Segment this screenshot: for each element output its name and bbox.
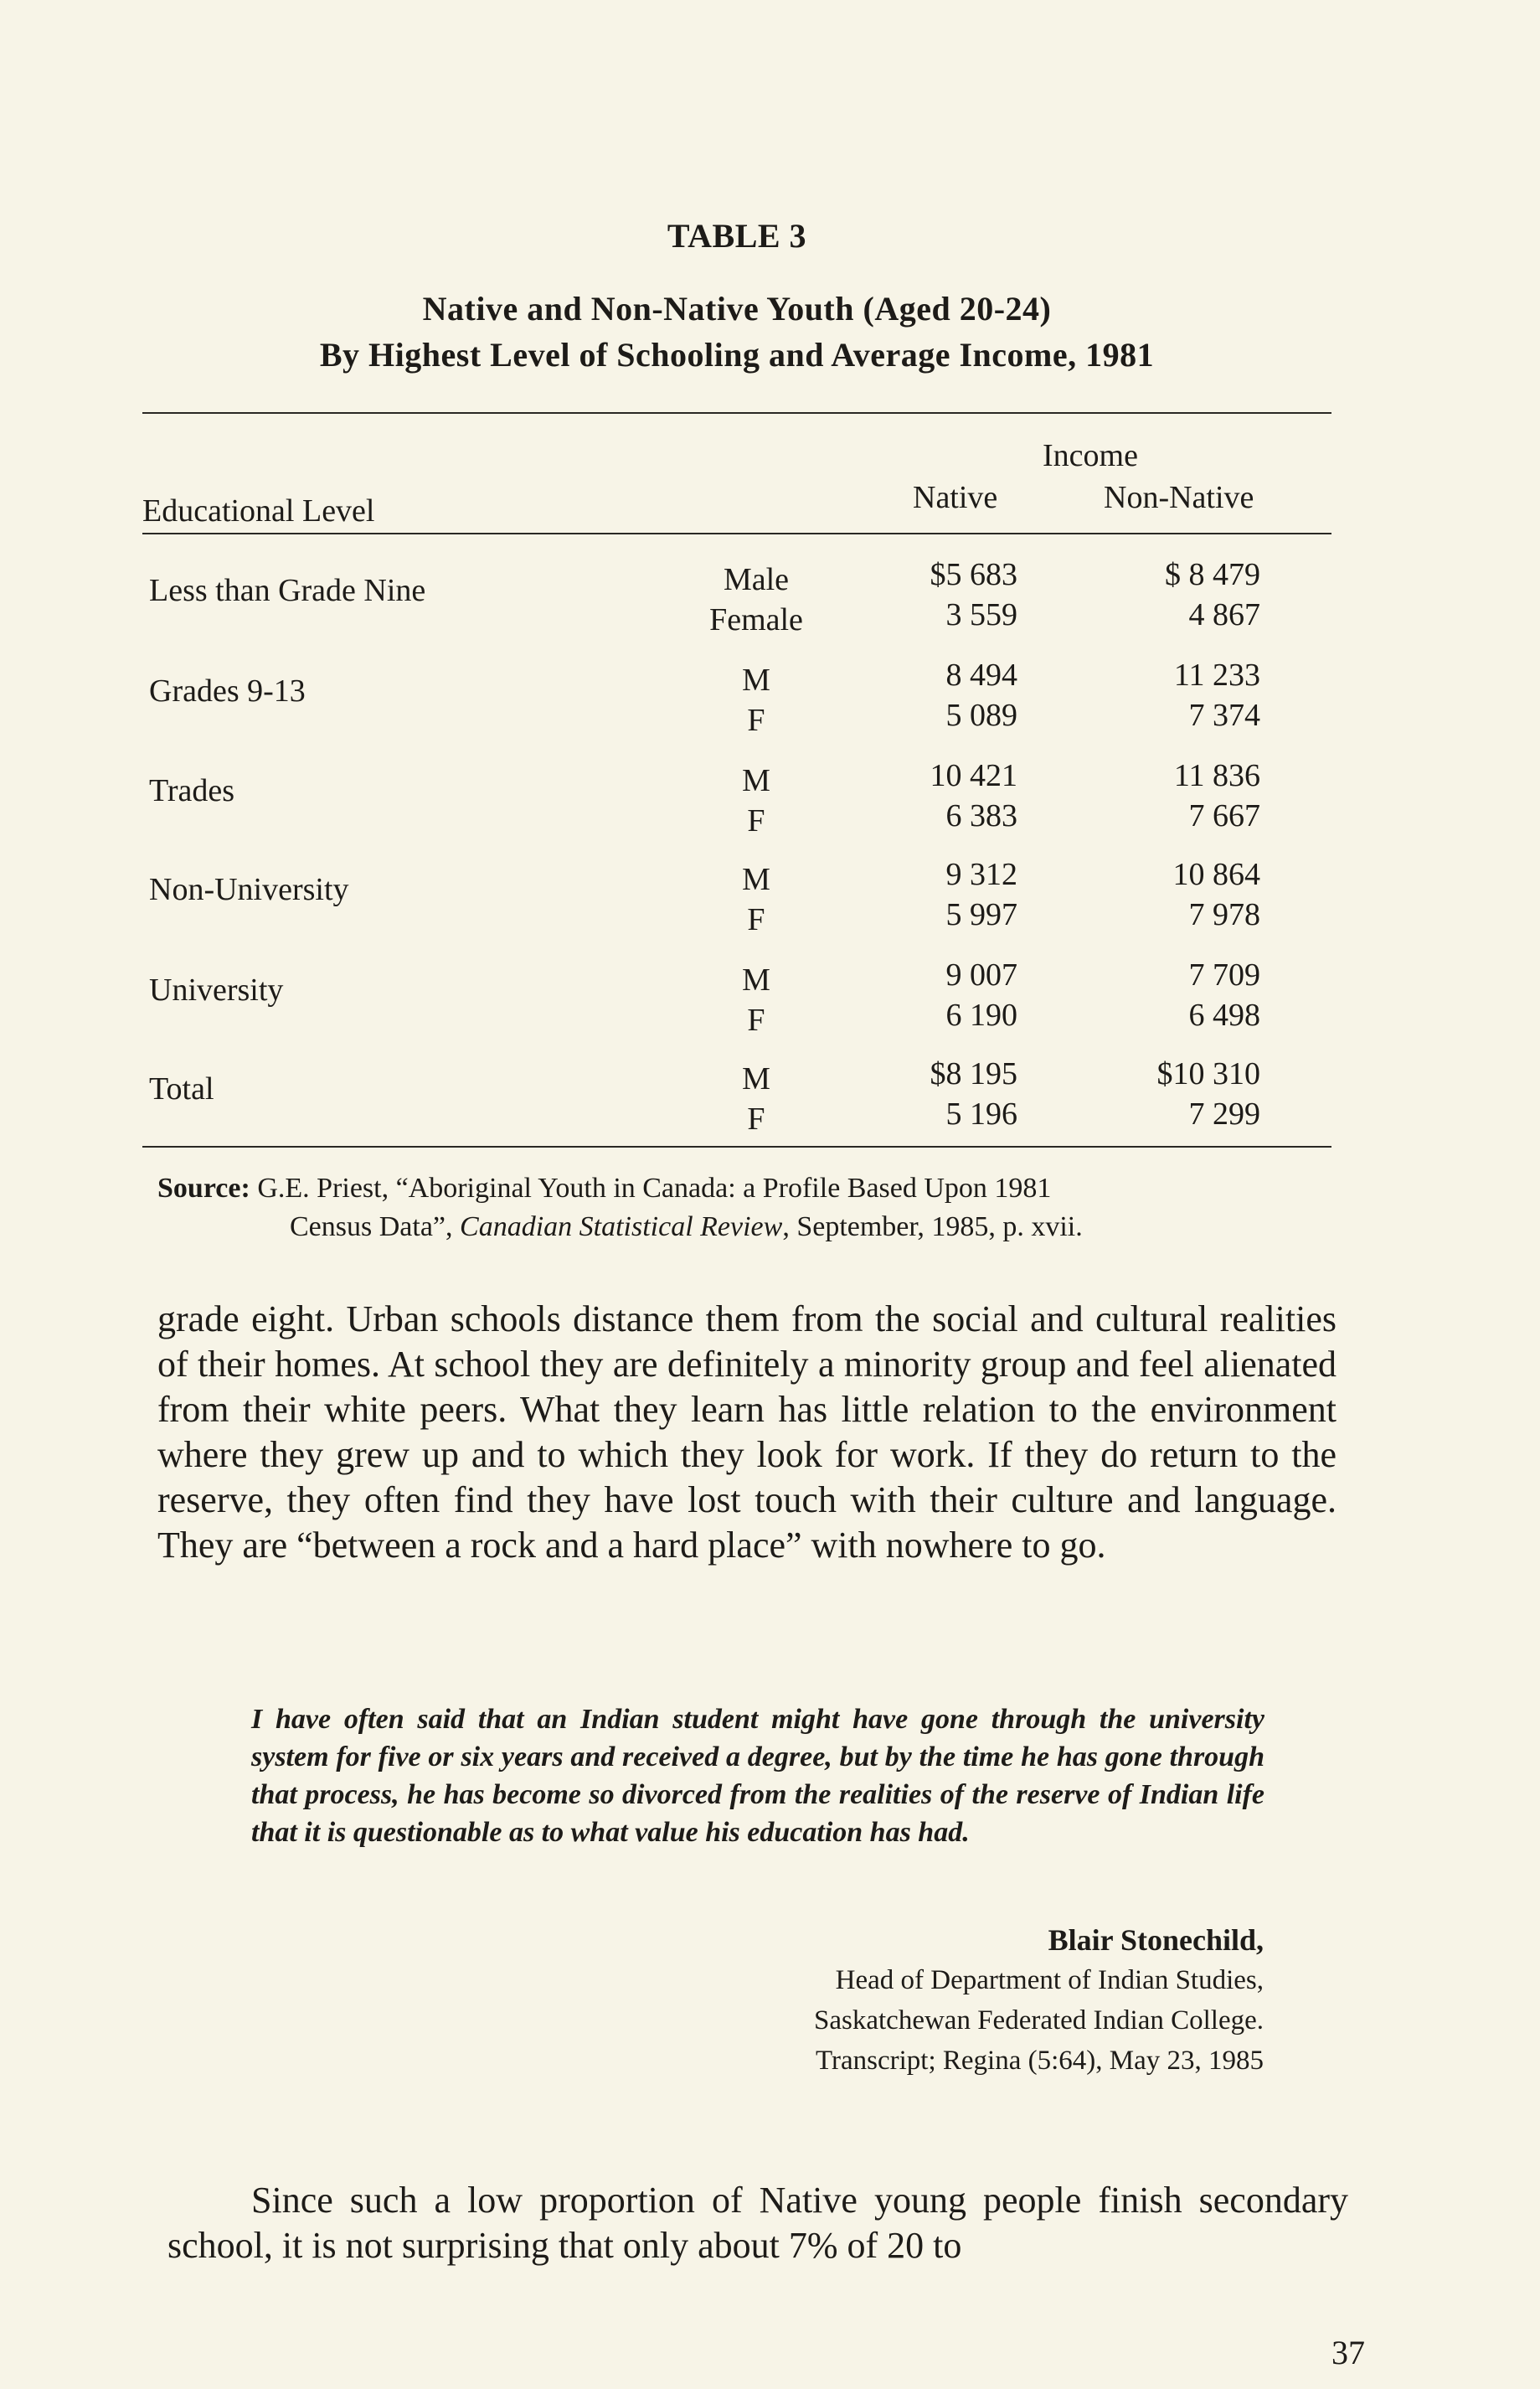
row-native-male: 9 312 — [945, 857, 1017, 892]
row-sex-female: F — [747, 902, 765, 937]
row-sex-male: Male — [723, 562, 790, 597]
block-quote: I have often said that an Indian student might have gone through the university system for five or six years and received a degree, but by the time he has gone through that process, he has become so divorced from the realities of the reserve of Indian life that it is questionable as to what value his education has had. — [251, 1704, 1264, 1848]
non-native-header: Non-Native — [1104, 480, 1254, 515]
quote-attribution — [814, 1920, 1264, 2081]
row-sex-female: F — [747, 1003, 765, 1038]
row-nonnative-female: 7 374 — [1188, 698, 1260, 733]
row-nonnative-female: 6 498 — [1188, 998, 1260, 1033]
row-native-male: $8 195 — [930, 1056, 1017, 1091]
body-paragraph-1: grade eight. Urban schools distance them from the social and cultural realities of their homes. At school they are definitely a minority group and feel alienated from their white peers. What they learn has little relation to the environment where they grew up and to which they look for work. If they do return to the reserve, they often find they have lost touch with their culture and language. They are “between a rock and a hard place” with nowhere to go. — [157, 1298, 1337, 1566]
educational-level-header: Educational Level — [142, 493, 375, 529]
row-nonnative-male: 11 836 — [1173, 758, 1260, 793]
row-nonnative-male: 10 864 — [1172, 857, 1260, 892]
row-level: Less than Grade Nine — [149, 573, 426, 608]
row-sex-male: M — [742, 663, 770, 698]
table-title-line1: Native and Non-Native Youth (Aged 20-24) — [422, 290, 1052, 328]
source-text-1: G.E. Priest, “Aboriginal Youth in Canada: a Profile Based Upon 1981 — [257, 1173, 1052, 1204]
row-native-male: 10 421 — [930, 758, 1017, 793]
native-header: Native — [913, 480, 998, 515]
row-level: Grades 9-13 — [149, 673, 306, 709]
row-nonnative-male: $ 8 479 — [1165, 557, 1260, 592]
row-sex-female: F — [747, 703, 765, 738]
row-level: Non-University — [149, 872, 349, 907]
source-text-3: , September, 1985, p. xvii. — [782, 1211, 1083, 1242]
income-header: Income — [1043, 438, 1138, 473]
attribution-line-3: Transcript; Regina (5:64), May 23, 1985 — [816, 2046, 1264, 2076]
row-sex-female: F — [747, 1102, 765, 1137]
row-native-male: $5 683 — [930, 557, 1017, 592]
table-number: TABLE 3 — [667, 217, 807, 255]
row-sex-male: M — [742, 862, 770, 897]
row-sex-male: M — [742, 1061, 770, 1096]
row-native-male: 9 007 — [945, 957, 1017, 993]
row-nonnative-male: 7 709 — [1188, 957, 1260, 993]
table-title-line2: By Highest Level of Schooling and Average Income, 1981 — [319, 336, 1155, 374]
row-nonnative-male: 11 233 — [1173, 658, 1260, 693]
table-header-rule — [142, 533, 1331, 534]
row-native-female: 5 089 — [945, 698, 1017, 733]
row-sex-female: Female — [709, 602, 803, 637]
row-level: Total — [149, 1071, 214, 1107]
table-source — [157, 1169, 1347, 1246]
source-text-2: Census Data”, — [290, 1211, 461, 1242]
row-native-female: 6 383 — [945, 798, 1017, 833]
attribution-line-1: Head of Department of Indian Studies, — [835, 1965, 1264, 1995]
row-level: University — [149, 973, 284, 1008]
table-bottom-rule — [142, 1146, 1331, 1148]
source-label: Source: — [157, 1173, 250, 1204]
row-native-male: 8 494 — [945, 658, 1017, 693]
row-nonnative-female: 7 978 — [1188, 897, 1260, 932]
source-journal: Canadian Statistical Review — [460, 1211, 783, 1242]
attribution-name: Blair Stonechild, — [1048, 1923, 1264, 1957]
row-level: Trades — [149, 773, 235, 808]
row-nonnative-male: $10 310 — [1156, 1056, 1260, 1091]
row-sex-female: F — [747, 803, 765, 838]
row-nonnative-female: 7 667 — [1188, 798, 1260, 833]
row-nonnative-female: 4 867 — [1188, 597, 1260, 632]
row-native-female: 6 190 — [945, 998, 1017, 1033]
row-sex-male: M — [742, 962, 770, 998]
page-number: 37 — [1331, 2334, 1365, 2371]
row-native-female: 5 196 — [945, 1096, 1017, 1132]
body-paragraph-2: Since such a low proportion of Native young people finish secondary school, it is not surprising that only about 7% of 20 to — [167, 2180, 1348, 2266]
row-sex-male: M — [742, 763, 770, 798]
attribution-line-2: Saskatchewan Federated Indian College. — [814, 2005, 1264, 2036]
row-nonnative-female: 7 299 — [1188, 1096, 1260, 1132]
table-top-rule — [142, 412, 1331, 414]
row-native-female: 3 559 — [945, 597, 1017, 632]
row-native-female: 5 997 — [945, 897, 1017, 932]
